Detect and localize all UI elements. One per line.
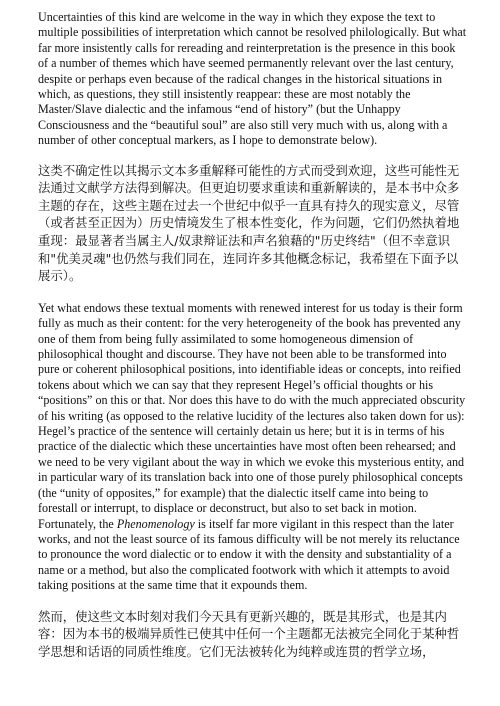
chinese-paragraph-2: 然而，使这些文本时刻对我们今天具有更新兴趣的，既是其形式，也是其内容：因为本书的极端异质性已使其中任何一个主题都无法被完全同化于某种哲学思想和话语的同质性维度。它们无法被转化为纯粹或连贯的哲学立场， [38,608,460,659]
english-paragraph-2-part-1: Yet what endows these textual moments with renewed interest for us today is their form fully as much as their content: for the very heterogeneity of the book has prevented any one of them from being fully assimilated to some homogeneous dimension of philosophical thought and discourse. They have not been able to be transformed into pure or coherent philosophical positions, into identifiable ideas or concepts, into reified tokens about which we can say that they represent Hegel’s official thoughts or his “positions” on this or that. Nor does this have to do with the much appreciated obscurity of his writing (as opposed to the relative lucidity of the lectures also taken down for us): Hegel’s practice of the sentence will certainly detain us here; but it is in terms of his practice of the dialectic which these uncertainties have most often been rehearsed; and we need to be very vigilant about the way in which we evoke this mysterious entity, and in particular wary of its translation back into one of those purely philosophical concepts (the “unity of opposites,” for example) that the dialectic itself came into being to forestall or interrupt, to displace or deconstruct, but also to set back in motion. Fortunately, the [38,300,466,531]
english-paragraph-1: Uncertainties of this kind are welcome in the way in which they expose the text to multiple possibilities of interpretation which cannot be resolved philologically. But what far more insistently calls for rereading and reinterpretation is the presence in this book of a number of themes which have seemed permanently relevant over the last century, despite or perhaps even because of the radical changes in the historical situations in which, as questions, they still insistently reappear: these are most notably the Master/Slave dialectic and the infamous “end of history” (but the Unhappy Consciousness and the “beautiful soul” are also still very much with us, along with a number of other conceptual markers, as I hope to demonstrate below). [38,10,467,148]
chinese-paragraph-1: 这类不确定性以其揭示文本多重解释可能性的方式而受到欢迎，这些可能性无法通过文献学方法得到解决。但更迫切要求重读和重新解读的，是本书中众多主题的存在，这些主题在过去一个世纪中似乎一直具有持久的现实意义，尽管（或者甚至正因为）历史情境发生了根本性变化，作为问题，它们仍然执着地重现：最显著者当属主人/奴隶辩证法和声名狼藉的"历史终结"（但不幸意识和"优美灵魂"也仍然与我们同在，连同许多其他概念标记，我希望在下面予以展示）。 [38,162,460,284]
phenomenology-title: Phenomenology [116,516,195,531]
english-paragraph-2 [38,301,468,594]
document-page [38,10,468,660]
english-paragraph-2-part-2: is itself far more vigilant in this respect than the later works, and not the least source of its famous difficulty will be not merely its reluctance to pronounce the word dialectic or to endow it with the density and substantiality of a name or a method, but also the complicated footwork with which it attempts to avoid taking positions at the same time that it expounds them. [38,516,460,593]
